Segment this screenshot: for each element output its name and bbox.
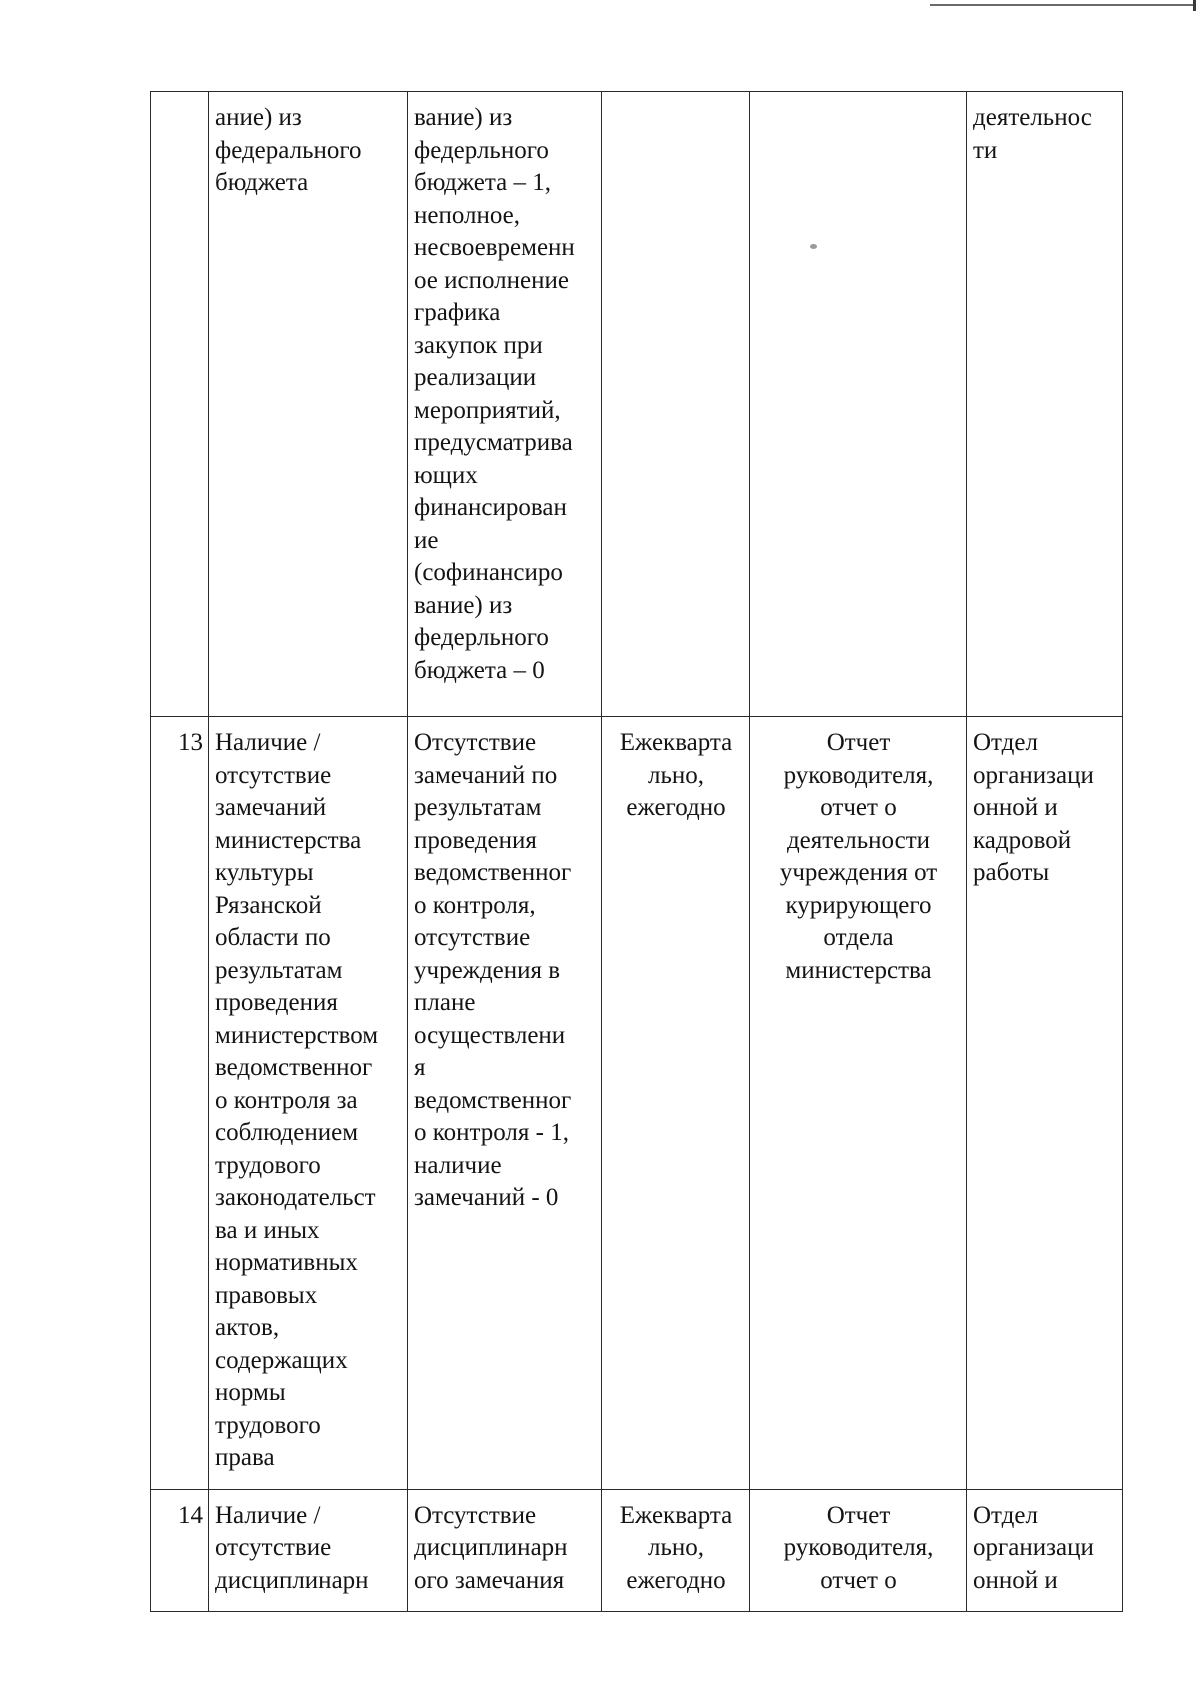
- criteria-cell: вание) из федерльного бюджета – 1, неполное, несвоевременн ое исполнение графика закупок при реализации мероприятий, предусматрива ющих финансирован ие (софинансиро вание) из федерльного бюджета – 0: [408, 92, 602, 717]
- source-cell: Отчет руководителя, отчет о: [750, 1489, 967, 1612]
- period-cell: [602, 92, 750, 717]
- source-cell: [750, 92, 967, 717]
- table-row-continued: [151, 92, 1123, 717]
- scan-edge-tick: [1193, 0, 1196, 11]
- indicator-cell: Наличие / отсутствие дисциплинарн: [209, 1489, 408, 1612]
- indicator-cell: ание) из федерального бюджета: [209, 92, 408, 717]
- source-cell: Отчет руководителя, отчет о деятельности учреждения от курирующего отдела министерства: [750, 717, 967, 1490]
- criteria-cell: Отсутствие дисциплинарн ого замечания: [408, 1489, 602, 1612]
- period-cell: Ежекварта льно, ежегодно: [602, 1489, 750, 1612]
- table-row-13: [151, 717, 1123, 1490]
- criteria-cell: Отсутствие замечаний по результатам проведения ведомственног о контроля, отсутствие учреждения в плане осуществлени я ведомственног о контроля - 1, наличие замечаний - 0: [408, 717, 602, 1490]
- indicator-cell: Наличие / отсутствие замечаний министерства культуры Рязанской области по результатам проведения министерством ведомственног о контроля за соблюдением трудового законодательст ва и иных нормативных правовых актов, содержащих нормы трудового права: [209, 717, 408, 1490]
- responsible-cell: деятельнос ти: [967, 92, 1123, 717]
- row-number-cell: [151, 92, 209, 717]
- responsible-cell: Отдел организаци онной и: [967, 1489, 1123, 1612]
- indicators-table: [150, 91, 1123, 1612]
- row-number-cell: 14: [151, 1489, 209, 1612]
- table-row-14: [151, 1489, 1123, 1612]
- scan-edge-mark: [930, 4, 1196, 6]
- row-number-cell: 13: [151, 717, 209, 1490]
- period-cell: Ежекварта льно, ежегодно: [602, 717, 750, 1490]
- responsible-cell: Отдел организаци онной и кадровой работы: [967, 717, 1123, 1490]
